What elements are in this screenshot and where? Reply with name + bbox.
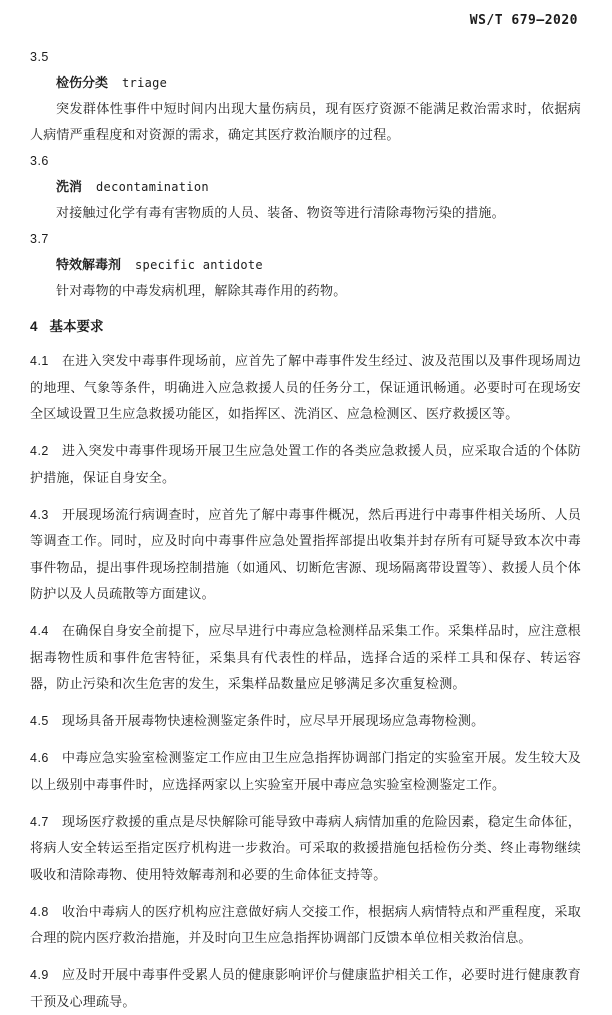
clause-text: 中毒应急实验室检测鉴定工作应由卫生应急指挥协调部门指定的实验室开展。发生较大及以上级别中毒事件时，应选择两家以上实验室开展中毒应急实验室检测鉴定工作。 [30,750,581,792]
clause-number: 4.3 [30,507,49,522]
clause-text: 收治中毒病人的医疗机构应注意做好病人交接工作，根据病人病情特点和严重程度，采取合理的院内医疗救治措施，并及时向卫生应急指挥协调部门反馈本单位相关救治信息。 [30,903,581,945]
chapter-heading [30,314,581,340]
clause-number: 4.4 [30,624,49,638]
term-english: decontamination [96,180,209,194]
clause-4-1 [30,348,581,428]
term-title [56,252,581,278]
term-title [56,70,581,96]
term-number: 3.5 [30,50,49,64]
clause-4-7 [30,809,581,889]
term-title [56,174,581,200]
clause-4-2 [30,438,581,491]
clause-text: 现场具备开展毒物快速检测鉴定条件时，应尽早开展现场应急毒物检测。 [61,713,485,728]
clause-text: 应及时开展中毒事件受累人员的健康影响评价与健康监护相关工作，必要时进行健康教育干预及心理疏导。 [30,967,581,1009]
term-chinese: 洗消 [56,179,83,194]
term-english: specific antidote [135,258,263,272]
clause-number: 4.1 [30,354,49,368]
clause-number: 4.6 [30,751,49,765]
clause-number: 4.8 [30,904,49,919]
chapter-title: 基本要求 [49,319,104,334]
term-english: triage [122,76,168,90]
term-definition: 对接触过化学有毒有害物质的人员、装备、物资等进行清除毒物污染的措施。 [56,205,505,220]
clause-4-9 [30,962,581,1015]
term-number: 3.7 [30,232,49,246]
term-chinese: 检伤分类 [56,75,109,90]
clause-4-5 [30,708,581,735]
term-number: 3.6 [30,154,49,168]
clause-4-4 [30,618,581,698]
clause-number: 4.2 [30,444,49,458]
term-item-3-5 [30,44,581,148]
clause-number: 4.9 [30,968,49,982]
clause-text: 在进入突发中毒事件现场前，应首先了解中毒事件发生经过、波及范围以及事件现场周边的地理、气象等条件，明确进入应急救援人员的任务分工，保证通讯畅通。必要时可在现场安全区域设置卫生应急救援功能区，如指挥区、洗消区、应急检测区、医疗救援区等。 [30,353,581,421]
clause-text: 进入突发中毒事件现场开展卫生应急处置工作的各类应急救援人员，应采取合适的个体防护措施，保证自身安全。 [30,443,581,485]
clause-number: 4.5 [30,714,49,728]
standard-code-header: WS/T 679—2020 [469,13,578,28]
clause-4-3 [30,502,581,608]
clause-text: 开展现场流行病调查时，应首先了解中毒事件概况，然后再进行中毒事件相关场所、人员等调查工作。同时，应及时向中毒事件应急处置指挥部提出收集并封存所有可疑导致本次中毒事件物品，提出事件现场控制措施（如通风、切断危害源、现场隔离带设置等）、救援人员个体防护以及人员疏散等方面建议。 [30,506,581,601]
chapter-number: 4 [30,319,38,334]
clause-4-8 [30,899,581,952]
term-definition: 突发群体性事件中短时间内出现大量伤病员，现有医疗资源不能满足救治需求时，依据病人病情严重程度和对资源的需求，确定其医疗救治顺序的过程。 [30,101,581,142]
term-item-3-7 [30,226,581,304]
clause-4-6 [30,745,581,798]
clause-number: 4.7 [30,814,49,829]
clause-text: 现场医疗救援的重点是尽快解除可能导致中毒病人病情加重的危险因素，稳定生命体征，将病人安全转运至指定医疗机构进一步救治。可采取的救援措施包括检伤分类、终止毒物继续吸收和清除毒物、使用特效解毒剂和必要的生命体征支持等。 [30,813,581,882]
term-item-3-6 [30,148,581,226]
term-chinese: 特效解毒剂 [56,257,122,272]
term-definition: 针对毒物的中毒发病机理，解除其毒作用的药物。 [56,283,347,298]
clause-text: 在确保自身安全前提下，应尽早进行中毒应急检测样品采集工作。采集样品时，应注意根据毒物性质和事件危害特征，采集具有代表性的样品，选择合适的采样工具和保存、转运容器，防止污染和次生危害的发生，采集样品数量应足够满足多次重复检测。 [30,623,581,691]
